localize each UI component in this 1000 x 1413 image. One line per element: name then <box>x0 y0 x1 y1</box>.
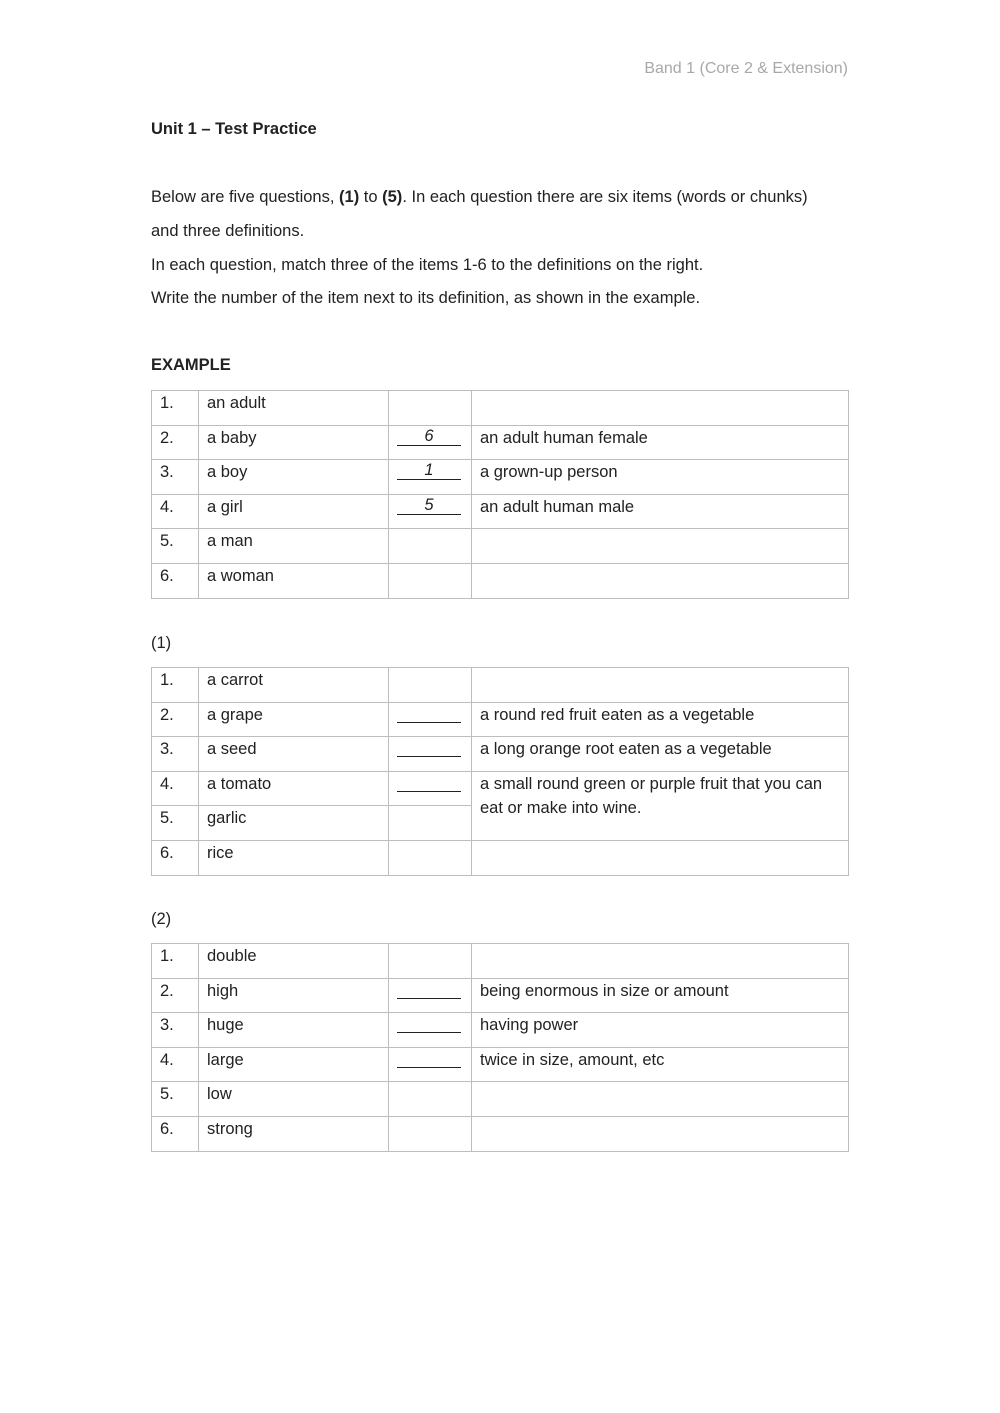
question-2-table <box>151 943 849 1152</box>
answer-cell <box>389 1013 472 1048</box>
answer-cell <box>389 771 472 806</box>
definition-cell <box>472 563 849 598</box>
definition-cell <box>472 840 849 875</box>
item-number: 1. <box>152 944 199 979</box>
item-text: a seed <box>199 737 389 772</box>
definition-cell <box>472 1082 849 1117</box>
answer-cell <box>389 1047 472 1082</box>
answer-blank[interactable]: 5 <box>397 497 461 515</box>
item-text: garlic <box>199 806 389 841</box>
item-number: 4. <box>152 1047 199 1082</box>
definition-cell: an adult human female <box>472 425 849 460</box>
table-row <box>152 1013 849 1048</box>
item-number: 1. <box>152 391 199 426</box>
item-number: 5. <box>152 529 199 564</box>
item-text: double <box>199 944 389 979</box>
item-text: a grape <box>199 702 389 737</box>
table-row <box>152 737 849 772</box>
definition-cell: being enormous in size or amount <box>472 978 849 1013</box>
table-row <box>152 840 849 875</box>
table-row <box>152 771 849 806</box>
answer-cell <box>389 563 472 598</box>
item-text: a baby <box>199 425 389 460</box>
item-text: strong <box>199 1116 389 1151</box>
intro-line-1: Below are five questions, (1) to (5). In each question there are six items (words or chunks) <box>151 188 808 206</box>
answer-blank[interactable] <box>397 1015 461 1033</box>
question-1-table <box>151 667 849 876</box>
answer-cell <box>389 806 472 841</box>
question-2-label: (2) <box>151 910 172 928</box>
answer-blank[interactable] <box>397 739 461 757</box>
table-row <box>152 391 849 426</box>
definition-cell <box>472 529 849 564</box>
item-number: 1. <box>152 668 199 703</box>
intro-line-4: Write the number of the item next to its definition, as shown in the example. <box>151 289 701 307</box>
item-text: rice <box>199 840 389 875</box>
item-text: a boy <box>199 460 389 495</box>
item-text: a tomato <box>199 771 389 806</box>
item-number: 4. <box>152 771 199 806</box>
item-text: low <box>199 1082 389 1117</box>
answer-blank[interactable] <box>397 1050 461 1068</box>
item-number: 3. <box>152 1013 199 1048</box>
item-text: large <box>199 1047 389 1082</box>
item-number: 3. <box>152 460 199 495</box>
answer-cell <box>389 494 472 529</box>
definition-line: eat or make into wine. <box>480 798 642 817</box>
item-text: a carrot <box>199 668 389 703</box>
table-row <box>152 529 849 564</box>
example-table <box>151 390 849 599</box>
answer-blank[interactable] <box>397 705 461 723</box>
answer-cell <box>389 1116 472 1151</box>
answer-blank[interactable]: 1 <box>397 462 461 480</box>
answer-blank[interactable] <box>397 981 461 999</box>
answer-cell <box>389 702 472 737</box>
page-header: Band 1 (Core 2 & Extension) <box>644 60 848 77</box>
definition-cell: having power <box>472 1013 849 1048</box>
item-text: a man <box>199 529 389 564</box>
definition-cell <box>472 668 849 703</box>
item-text: a girl <box>199 494 389 529</box>
table-row <box>152 1082 849 1117</box>
definition-cell <box>472 1116 849 1151</box>
item-number: 2. <box>152 978 199 1013</box>
item-number: 2. <box>152 702 199 737</box>
definition-cell: a grown-up person <box>472 460 849 495</box>
table-row <box>152 425 849 460</box>
item-text: a woman <box>199 563 389 598</box>
table-row <box>152 494 849 529</box>
answer-blank[interactable]: 6 <box>397 428 461 446</box>
answer-cell <box>389 668 472 703</box>
item-text: huge <box>199 1013 389 1048</box>
item-text: an adult <box>199 391 389 426</box>
item-number: 6. <box>152 1116 199 1151</box>
table-row <box>152 668 849 703</box>
table-row <box>152 702 849 737</box>
definition-cell <box>472 771 849 840</box>
item-text: high <box>199 978 389 1013</box>
item-number: 2. <box>152 425 199 460</box>
definition-cell <box>472 391 849 426</box>
table-row <box>152 1047 849 1082</box>
table-row <box>152 944 849 979</box>
answer-blank[interactable] <box>397 774 461 792</box>
table-row <box>152 460 849 495</box>
example-label: EXAMPLE <box>151 356 231 374</box>
item-number: 5. <box>152 1082 199 1117</box>
definition-line: a small round green or purple fruit that you can <box>480 774 823 793</box>
item-number: 5. <box>152 806 199 841</box>
answer-cell <box>389 1082 472 1117</box>
item-number: 6. <box>152 840 199 875</box>
item-number: 3. <box>152 737 199 772</box>
definition-cell: an adult human male <box>472 494 849 529</box>
intro-line-2: and three definitions. <box>151 222 305 240</box>
definition-cell <box>472 944 849 979</box>
definition-cell: a round red fruit eaten as a vegetable <box>472 702 849 737</box>
table-row <box>152 1116 849 1151</box>
answer-cell <box>389 737 472 772</box>
answer-cell <box>389 391 472 426</box>
answer-cell <box>389 425 472 460</box>
question-1-label: (1) <box>151 634 172 652</box>
answer-cell <box>389 460 472 495</box>
definition-cell: twice in size, amount, etc <box>472 1047 849 1082</box>
item-number: 6. <box>152 563 199 598</box>
answer-cell <box>389 978 472 1013</box>
table-row <box>152 978 849 1013</box>
answer-cell <box>389 840 472 875</box>
answer-cell <box>389 944 472 979</box>
answer-cell <box>389 529 472 564</box>
item-number: 4. <box>152 494 199 529</box>
table-row <box>152 563 849 598</box>
definition-cell: a long orange root eaten as a vegetable <box>472 737 849 772</box>
page-title: Unit 1 – Test Practice <box>151 120 317 138</box>
intro-line-3: In each question, match three of the items 1-6 to the definitions on the right. <box>151 256 704 274</box>
